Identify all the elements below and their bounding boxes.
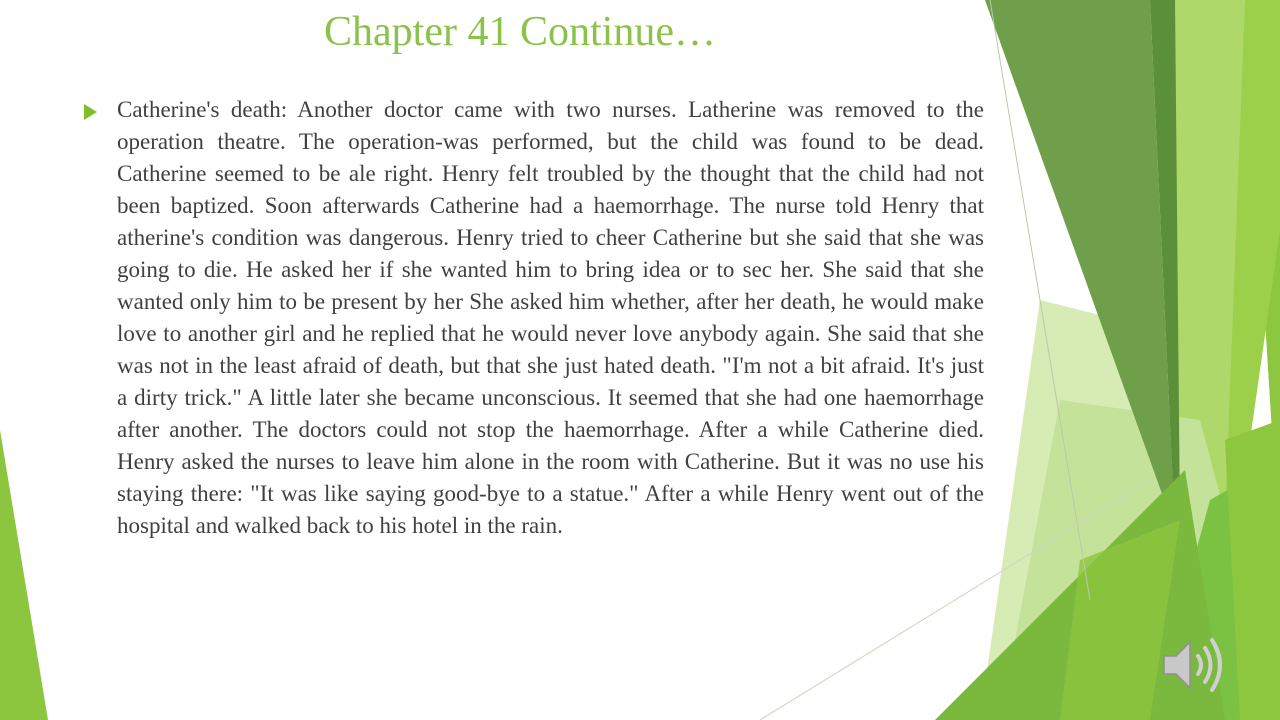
slide-body-text: Catherine's death: Another doctor came with two nurses. Latherine was removed to the operation theatre. The operation-was performed, but the child was found to be dead. Catherine seemed to be ale right. Henry felt troubled by the thought that the child had not been baptized. Soon afterwards Catherine had a haemorrhage. The nurse told Henry that atherine's condition was dangerous. Henry tried to cheer Catherine but she said that she was going to die. He asked her if she wanted him to bring idea or to sec her. She said that she wanted only him to be present by her She asked him whether, after her death, he would make love to another girl and he replied that he would never love anybody again. She said that she was not in the least afraid of death, but that she just hated death. "I'm not a bit afraid. It's just a dirty trick." A little later she became unconscious. It seemed that she had one haemorrhage after another. The doctors could not stop the haemorrhage. After a while Catherine died. Henry asked the nurses to leave him alone in the room with Catherine. But it was no use his staying there: "It was like saying good-bye to a statue." After a while Henry went out of the hospital and walked back to his hotel in the rain. — [117, 97, 984, 538]
slide-title: Chapter 41 Continue… — [324, 9, 716, 55]
speaker-icon[interactable] — [1158, 630, 1228, 700]
triangle-bullet-icon — [84, 104, 97, 120]
